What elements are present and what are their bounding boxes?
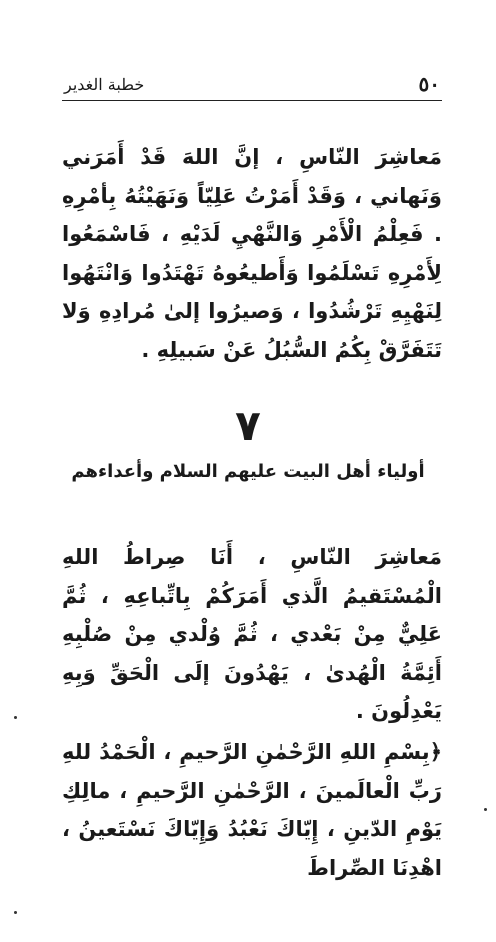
paragraph-1: مَعاشِرَ النّاسِ ، إنَّ اللهَ قَدْ أَمَرَني وَنَهاني ، وَقَدْ أَمَرْتُ عَلِيّاً وَنَهَيْتُهُ بِأمْرِهِ . فَعِلْمُ الْأَمْرِ وَالنَّهْيِ لَدَيْهِ ، فَاسْمَعُوا لِأَمْرِهِ تَسْلَمُوا وَأَطيعُوهُ تَهْتَدُوا وَانْتَهُوا لِنَهْيِهِ تَرْشُدُوا ، وَصيرُوا إلىٰ مُرادِهِ وَلا تَتَفَرَّقْ بِكُمُ السُّبُلُ عَنْ سَبيلِهِ . xyxy=(62,145,442,362)
section-number: ٧ xyxy=(235,401,261,450)
scan-speck xyxy=(484,808,487,811)
running-title: خطبة الغدير xyxy=(64,75,145,94)
page-number: ٥٠ xyxy=(418,72,440,96)
scan-speck xyxy=(14,911,17,914)
paragraph-2: مَعاشِرَ النّاسِ ، أَنَا صِراطُ اللهِ الْمُسْتَقيمُ الَّذي أَمَرَكُمْ بِاتِّباعِهِ ، ثُمَّ عَلِيٌّ مِنْ بَعْدي ، ثُمَّ وُلْدي مِنْ صُلْبِهِ أَئِمَّةُ الْهُدىٰ ، يَهْدُونَ إلَى الْحَقِّ وَبِهِ يَعْدِلُونَ . xyxy=(62,545,442,723)
paragraph-3: ﴿بِسْمِ اللهِ الرَّحْمٰنِ الرَّحيمِ ، الْحَمْدُ للهِ رَبِّ الْعالَمينَ ، الرَّحْمٰنِ الرَّحيمِ ، مالِكِ يَوْمِ الدّينِ ، إِيّاكَ نَعْبُدُ وَإِيّاكَ نَسْتَعينُ ، اهْدِنَا الصِّراطَ xyxy=(62,740,442,880)
scan-speck xyxy=(14,716,17,719)
page-header xyxy=(64,72,440,96)
section-title: أولياء أهل البيت عليهم السلام وأعداءهم xyxy=(71,461,425,482)
header-rule xyxy=(62,100,442,101)
